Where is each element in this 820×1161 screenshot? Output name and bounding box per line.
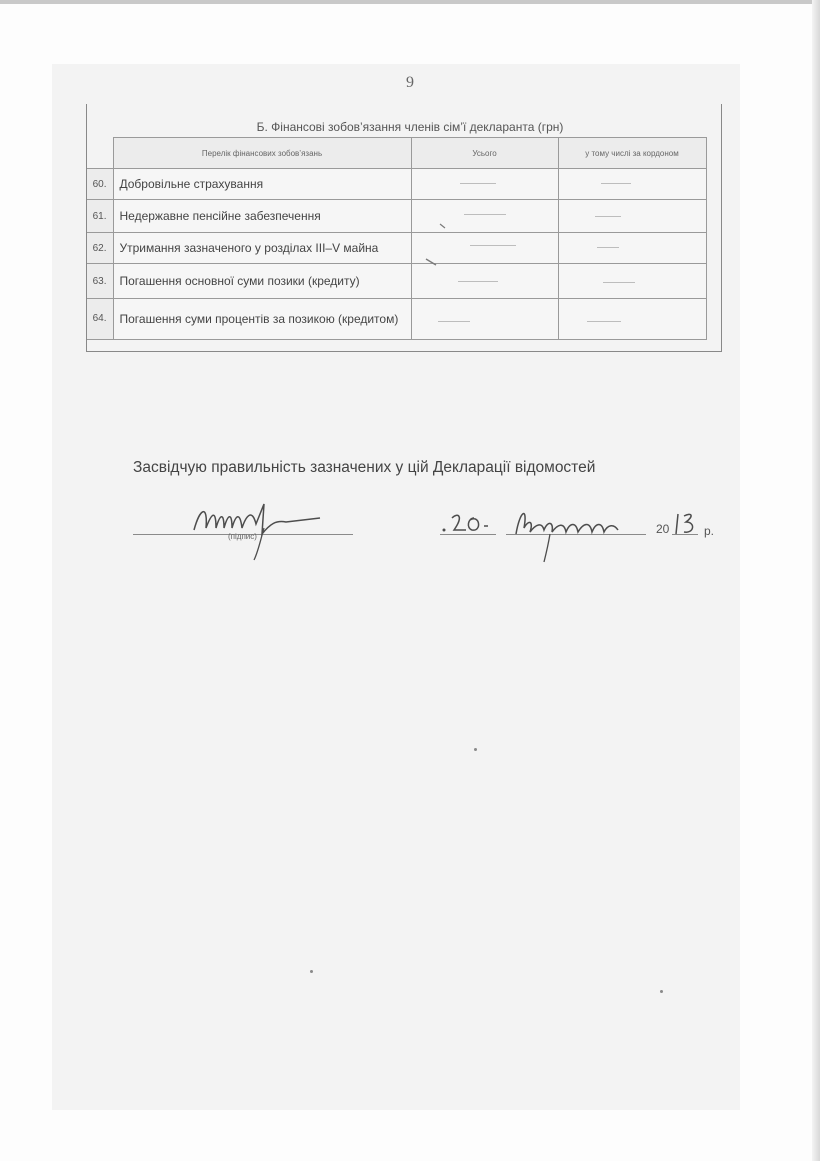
blank-dash bbox=[601, 183, 631, 184]
pen-tick-marks bbox=[420, 215, 450, 270]
row-label: Утримання зазначеного у розділах III–V майна bbox=[113, 233, 411, 264]
row-label: Добровільне страхування bbox=[113, 169, 411, 200]
section-title: Б. Фінансові зобов’язання членів сім’ї декларанта (грн) bbox=[256, 120, 564, 134]
row-label: Недержавне пенсійне забезпечення bbox=[113, 200, 411, 233]
signature-caption: (підпис) bbox=[228, 532, 257, 541]
row-label: Погашення основної суми позики (кредиту) bbox=[113, 264, 411, 299]
row-label: Погашення суми процентів за позикою (кредитом) bbox=[113, 299, 411, 340]
blank-dash bbox=[458, 281, 498, 282]
table-row bbox=[87, 200, 706, 233]
table-row bbox=[87, 264, 706, 299]
table-row bbox=[87, 233, 706, 264]
row-total-cell bbox=[411, 169, 558, 200]
header-liabilities-list: Перелік фінансових зобов’язань bbox=[113, 138, 411, 169]
row-number: 60. bbox=[87, 169, 113, 200]
handwritten-year bbox=[672, 506, 702, 540]
handwritten-signature bbox=[186, 494, 326, 564]
blank-dash bbox=[460, 183, 496, 184]
table-header-row bbox=[87, 138, 706, 169]
blank-dash bbox=[597, 247, 619, 248]
attestation-statement: Засвідчую правильність зазначених у цій Декларації відомостей bbox=[133, 459, 596, 476]
row-abroad-cell bbox=[558, 299, 706, 340]
header-number-cell bbox=[87, 138, 113, 169]
blank-dash bbox=[438, 321, 470, 322]
scan-edge-right bbox=[812, 0, 820, 1161]
table-row bbox=[87, 169, 706, 200]
handwritten-day bbox=[440, 508, 500, 538]
scan-speck bbox=[660, 990, 663, 993]
blank-dash bbox=[587, 321, 621, 322]
scan-speck bbox=[310, 970, 313, 973]
row-abroad-cell bbox=[558, 169, 706, 200]
row-number: 64. bbox=[87, 299, 113, 340]
handwritten-month bbox=[506, 498, 646, 564]
table-row bbox=[87, 299, 706, 340]
row-number: 63. bbox=[87, 264, 113, 299]
year-abbrev: р. bbox=[704, 524, 715, 538]
blank-dash bbox=[464, 214, 506, 215]
header-total: Усього bbox=[411, 138, 558, 169]
row-abroad-cell bbox=[558, 200, 706, 233]
row-total-cell bbox=[411, 299, 558, 340]
scan-speck bbox=[474, 748, 477, 751]
blank-dash bbox=[603, 282, 635, 283]
row-number: 62. bbox=[87, 233, 113, 264]
header-abroad: у тому числі за кордоном bbox=[558, 138, 706, 169]
blank-dash bbox=[595, 216, 621, 217]
page-number: 9 bbox=[406, 74, 414, 91]
row-abroad-cell bbox=[558, 264, 706, 299]
blank-dash bbox=[470, 245, 516, 246]
row-abroad-cell bbox=[558, 233, 706, 264]
scan-edge-top bbox=[0, 0, 820, 4]
year-prefix: 20 bbox=[656, 522, 670, 536]
liabilities-table bbox=[87, 137, 707, 340]
row-number: 61. bbox=[87, 200, 113, 233]
